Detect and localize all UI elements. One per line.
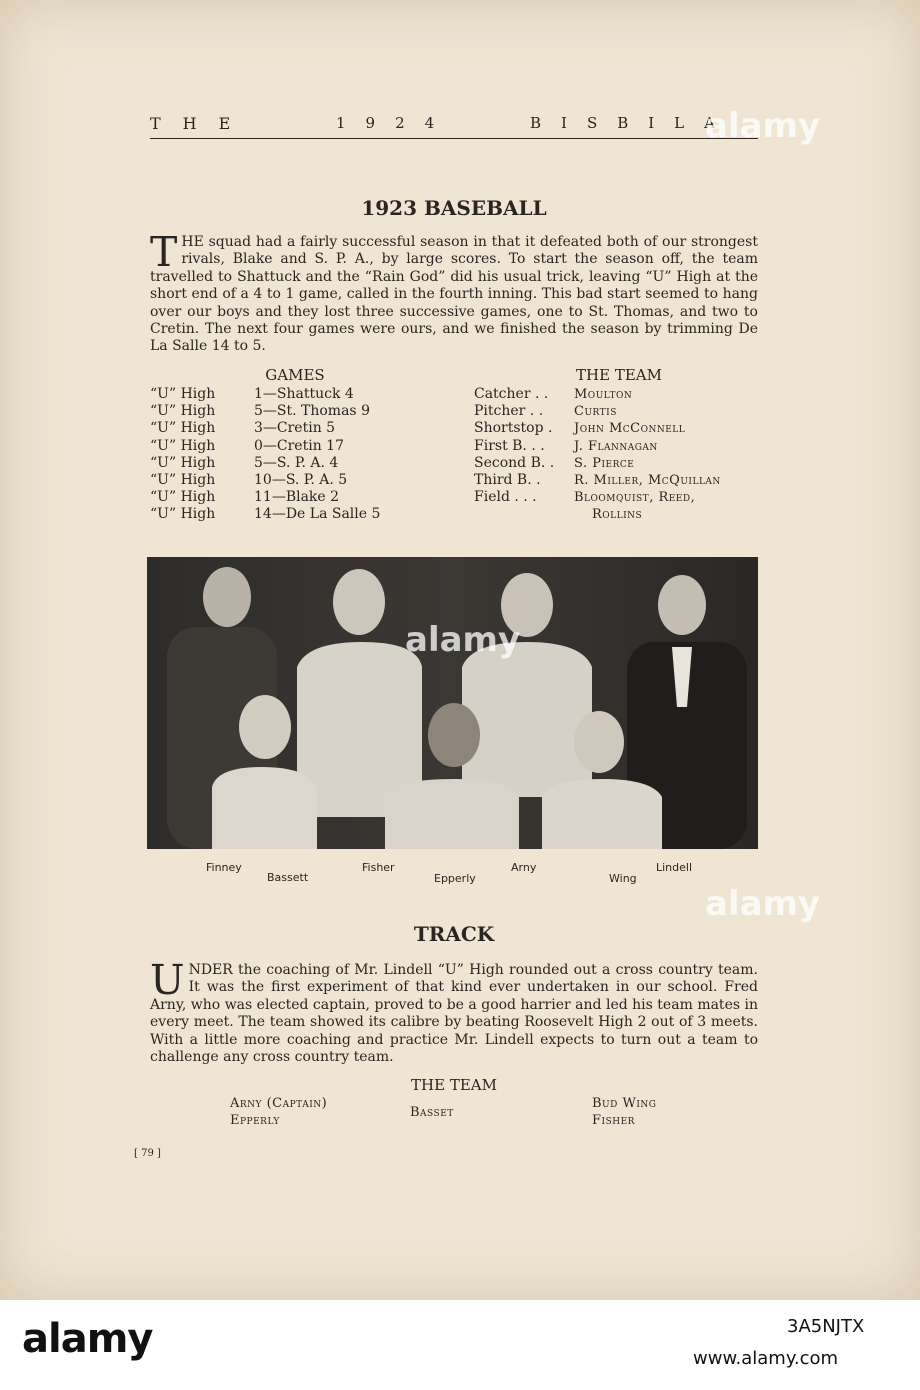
roster-position: Pitcher . . bbox=[474, 403, 544, 420]
track-team-heading: THE TEAM bbox=[411, 1076, 497, 1094]
roster-row bbox=[474, 489, 764, 506]
game-result: 5—St. Thomas 9 bbox=[254, 403, 370, 420]
caption-epperly: Epperly bbox=[434, 872, 476, 885]
game-row bbox=[150, 489, 430, 506]
footer-url: www.alamy.com bbox=[693, 1348, 839, 1369]
game-team: “U” High bbox=[150, 437, 216, 454]
track-title: TRACK bbox=[413, 922, 495, 946]
roster-row bbox=[474, 472, 764, 489]
footer-image-id: 3A5NJTX bbox=[787, 1316, 865, 1337]
game-team: “U” High bbox=[150, 386, 216, 402]
game-team: “U” High bbox=[150, 471, 216, 488]
game-row bbox=[150, 506, 430, 523]
roster-row bbox=[474, 420, 764, 437]
game-row bbox=[150, 403, 430, 420]
watermark: alamy bbox=[405, 620, 521, 660]
track-paragraph bbox=[150, 956, 758, 1066]
caption-bassett: Bassett bbox=[267, 871, 309, 884]
baseball-drop-cap: T bbox=[150, 228, 178, 276]
caption-finney: Finney bbox=[206, 861, 242, 874]
games-list bbox=[150, 366, 430, 524]
game-team: “U” High bbox=[150, 403, 216, 420]
roster-player: J. Flannagan bbox=[574, 438, 658, 454]
baseball-title: 1923 BASEBALL bbox=[361, 196, 547, 220]
roster-position: Second B. . bbox=[474, 454, 555, 471]
caption-lindell: Lindell bbox=[656, 861, 693, 874]
roster-position: Field . . . bbox=[474, 489, 537, 506]
caption-wing: Wing bbox=[609, 872, 637, 885]
games-heading: GAMES bbox=[265, 366, 325, 384]
roster-row bbox=[474, 438, 764, 455]
header-the: THE bbox=[150, 114, 253, 133]
roster-player: John McConnell bbox=[574, 421, 686, 437]
caption-fisher: Fisher bbox=[362, 861, 395, 874]
team-photo-illustration bbox=[147, 557, 758, 849]
track-paragraph-text: NDER the coaching of Mr. Lindell “U” High rounded out a cross country team. It was the first experiment of that kind ever undertaken in our school. Fred Arny, who was elected captain, proved to be a good harrier and led his team mates in every meet. The team showed its calibre by beating Roosevelt High 2 out of 3 meets. With a little more coaching and practice Mr. Lindell expects to turn out a team to challenge any cross country team. bbox=[150, 962, 758, 1066]
track-member-fisher: Fisher bbox=[592, 1113, 635, 1128]
game-team: “U” High bbox=[150, 420, 216, 437]
roster-position: Shortstop . bbox=[474, 420, 553, 437]
game-row bbox=[150, 438, 430, 455]
game-row bbox=[150, 472, 430, 489]
game-result: 11—Blake 2 bbox=[254, 489, 340, 506]
game-result: 10—S. P. A. 5 bbox=[254, 471, 348, 488]
roster-position: First B. . . bbox=[474, 437, 545, 454]
game-row bbox=[150, 386, 430, 403]
baseball-paragraph-text: HE squad had a fairly successful season in that it defeated both of our strongest rivals, Blake and S. P. A., by large scores. To start the season off, the team travelled to Shattuck and the “Rain God” did his usual trick, leaving “U” High at the short end of a 4 to 1 game, called in the fourth inning. This bad start seemed to hang over our boys and they lost three successive games, one to St. Thomas, and two to Cretin. The next four games were ours, and we finished the season by trimming De La Salle 14 to 5. bbox=[150, 234, 758, 355]
game-result: 0—Cretin 17 bbox=[254, 437, 344, 454]
caption-arny: Arny bbox=[511, 861, 537, 874]
game-row bbox=[150, 455, 430, 472]
roster-heading: THE TEAM bbox=[576, 366, 662, 384]
roster-player: R. Miller, McQuillan bbox=[574, 472, 721, 488]
roster-player: Curtis bbox=[574, 404, 617, 420]
running-header bbox=[150, 112, 758, 139]
track-member-basset: Basset bbox=[410, 1105, 454, 1120]
roster-position: Third B. . bbox=[474, 471, 541, 488]
track-member-epperly: Epperly bbox=[230, 1113, 280, 1128]
roster-row-continuation bbox=[474, 506, 764, 523]
game-result: 1—Shattuck 4 bbox=[254, 386, 354, 402]
stock-footer bbox=[0, 1300, 920, 1390]
game-team: “U” High bbox=[150, 454, 216, 471]
baseball-paragraph bbox=[150, 228, 758, 356]
roster-player: Moulton bbox=[574, 387, 633, 402]
game-result: 3—Cretin 5 bbox=[254, 420, 336, 437]
baseball-roster bbox=[474, 366, 764, 524]
game-result: 14—De La Salle 5 bbox=[254, 506, 381, 523]
watermark: alamy bbox=[705, 884, 821, 924]
team-photo bbox=[147, 557, 758, 849]
footer-logo: alamy bbox=[22, 1316, 153, 1362]
game-result: 5—S. P. A. 4 bbox=[254, 454, 339, 471]
track-drop-cap: U bbox=[150, 956, 185, 1004]
header-title: BISBILA bbox=[530, 114, 735, 132]
roster-row bbox=[474, 455, 764, 472]
roster-position: Catcher . . bbox=[474, 386, 549, 402]
roster-player: Rollins bbox=[592, 507, 643, 523]
game-row bbox=[150, 420, 430, 437]
roster-row bbox=[474, 386, 764, 403]
roster-player: Bloomquist, Reed, bbox=[574, 490, 696, 506]
track-member-arny: Arny (Captain) bbox=[230, 1096, 328, 1111]
game-team: “U” High bbox=[150, 489, 216, 506]
watermark: alamy bbox=[705, 106, 821, 146]
header-year: 1924 bbox=[336, 114, 455, 132]
track-member-wing: Bud Wing bbox=[592, 1096, 657, 1111]
roster-row bbox=[474, 403, 764, 420]
roster-player: S. Pierce bbox=[574, 455, 635, 471]
page-number: [ 79 ] bbox=[134, 1148, 161, 1159]
game-team: “U” High bbox=[150, 506, 216, 523]
